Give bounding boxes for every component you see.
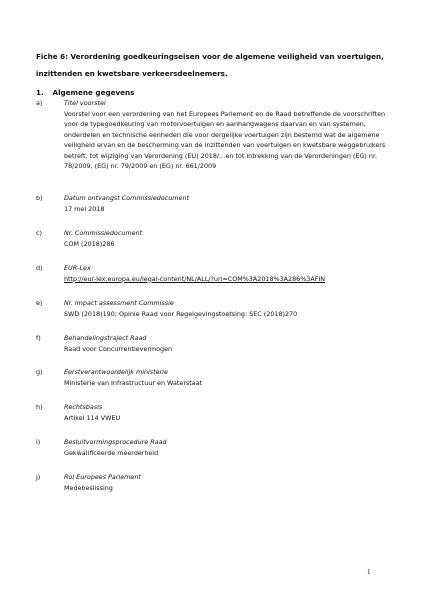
item-label: Nr. impact assessment Commissie (64, 299, 174, 307)
item-letter: d) (36, 264, 43, 272)
item-rechtsbasis (36, 402, 388, 423)
item-letter: j) (36, 473, 41, 481)
eur-lex-link[interactable]: http://eur-lex.europa.eu/legal-content/NL/ALL/?uri=COM%3A2018%3A286%3AFIN (64, 274, 326, 283)
item-value: Ministerie van Infrastructuur en Waterstaat (64, 378, 203, 387)
item-value: Voorstel voor een verordening van het Europees Parlement en de Raad betreffende de voorschriften voor de typegoedkeuring van motorvoertuigen en aanhangwagens daarvan en van systemen, onderdelen en technische eenheden die voor dergelijke voertuigen zijn bestemd wat de algemene veiligheid ervan en de bescherming van de inzittenden van voertuigen en kwetsbare weggebruikers betreft, tot wijziging van Verordening (EU) 2018/…en tot intrekking van de Verordeningen (EG) nr. 78/2009, (EG) nr. 79/2009 en (EG) nr. 661/2009 (64, 109, 386, 170)
item-label: Datum ontvangst Commissiedocument (64, 194, 189, 202)
item-letter: i) (36, 438, 41, 446)
item-label: Titel voorstel (64, 99, 106, 107)
item-label: Rol Europees Parlement (64, 473, 141, 481)
item-letter: g) (36, 368, 43, 376)
item-value: 17 mei 2018 (64, 204, 105, 213)
item-value: SWD (2018)190; Opinie Raad voor Regelgevingstoetsing: SEC (2018)270 (64, 309, 298, 318)
item-value: Artikel 114 VWEU (64, 413, 121, 422)
item-datum-ontvangst (36, 193, 388, 214)
fiche-title: Fiche 6: Verordening goedkeuringseisen voor de algemene veiligheid van voertuigen, inzittenden en kwetsbare verkeersdeelnemers. (36, 52, 384, 78)
item-letter: c) (36, 229, 43, 237)
item-value: COM (2018)286 (64, 239, 115, 248)
item-label: Rechtsbasis (64, 403, 103, 411)
section-title: Algemene gegevens (52, 88, 135, 97)
item-value: Raad voor Concurrentievermogen (64, 344, 173, 353)
page-number: 1 (367, 568, 371, 576)
item-letter: f) (36, 334, 41, 342)
item-label: Nr. Commissiedocument (64, 229, 143, 237)
item-ministerie (36, 367, 388, 388)
item-letter: b) (36, 194, 43, 202)
item-impact-assessment (36, 298, 388, 319)
item-label: EUR-Lex (64, 264, 91, 272)
item-eur-lex (36, 263, 388, 284)
item-value: Gekwalificeerde meerderheid (64, 448, 159, 457)
item-besluitvorming (36, 437, 388, 458)
section-heading (36, 88, 134, 97)
item-behandelingstraject (36, 333, 388, 354)
item-rol-ep (36, 472, 388, 493)
section-number: 1. (36, 88, 44, 97)
item-letter: h) (36, 403, 43, 411)
item-nr-commissiedocument (36, 228, 388, 249)
item-label: Besluitvormingsprocedure Raad (64, 438, 167, 446)
item-titel-voorstel (36, 98, 388, 172)
item-value: Medebeslissing (64, 483, 113, 492)
item-label: Eerstverantwoordelijk ministerie (64, 368, 168, 376)
item-label: Behandelingstraject Raad (64, 334, 147, 342)
item-letter: a) (36, 99, 43, 107)
item-letter: e) (36, 299, 43, 307)
